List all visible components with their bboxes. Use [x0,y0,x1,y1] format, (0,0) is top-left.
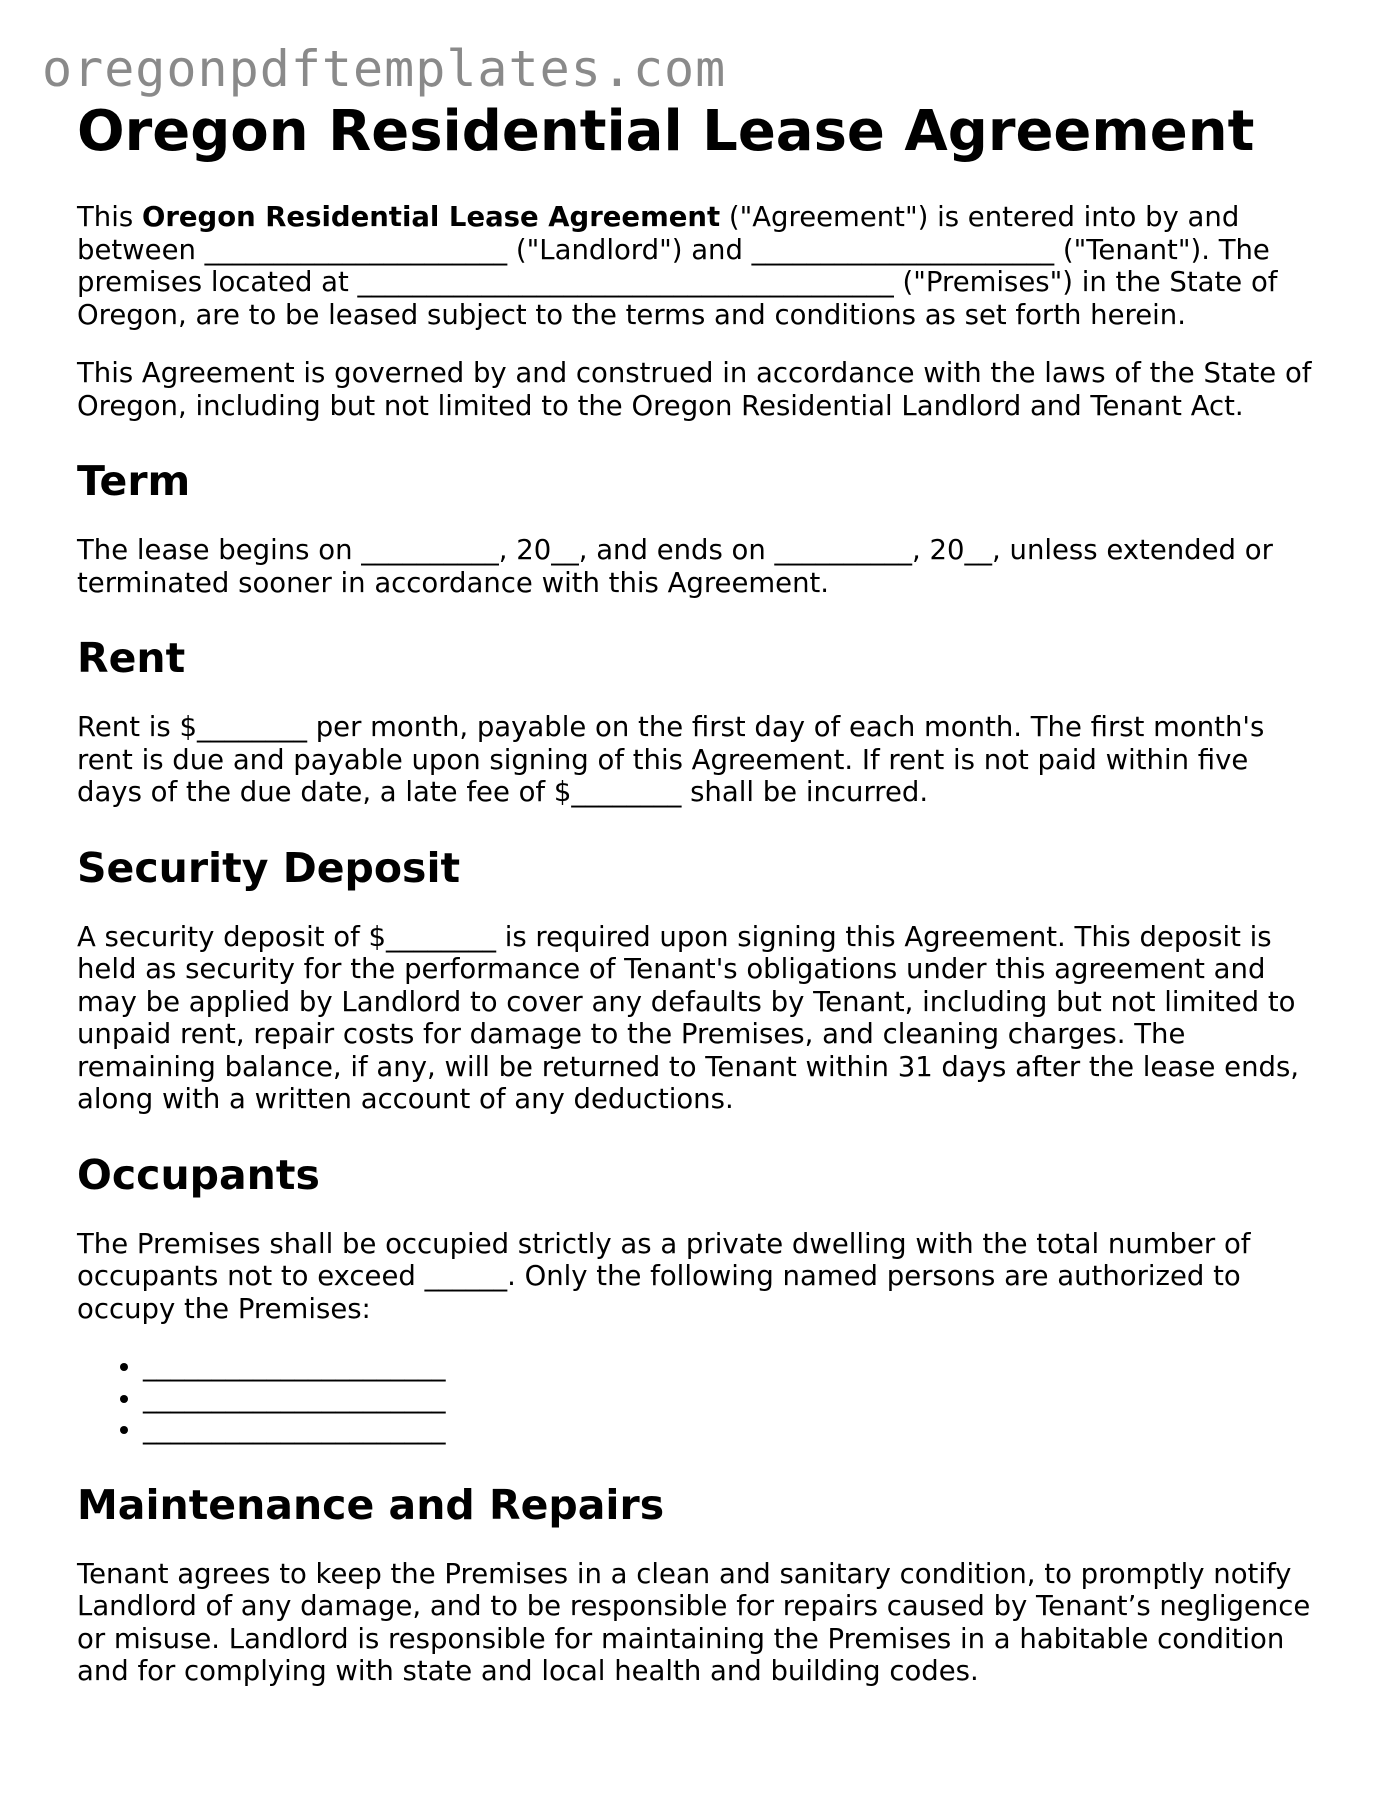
maintenance-paragraph: Tenant agrees to keep the Premises in a clean and sanitary condition, to promptly notify Landlord of any damage, and to be responsible for repairs caused by Tenant’s negligence or misuse. Landlord is responsible for maintaining the Premises in a habitable condition and for complying with state and local health and building codes. [77,1557,1311,1687]
intro-paragraph [77,201,1317,331]
rent-heading: Rent [77,634,186,682]
term-heading: Term [77,457,191,505]
intro-rest: ("Agreement") is entered into by and between ______________________ ("Landlord") and ______________________ ("Tenant"). The premises located at _______________________________________ ("Premises") in the State of Oregon, are to be leased subject to the terms and conditions as set forth herein. [77,201,1278,331]
governing-law-paragraph: This Agreement is governed by and construed in accordance with the laws of the State of Oregon, including but not limited to the Oregon Residential Landlord and Tenant Act. [77,357,1312,422]
maintenance-heading: Maintenance and Repairs [77,1480,665,1529]
occupant-name-blank: • ______________________ [143,1383,1317,1415]
term-paragraph: The lease begins on __________, 20__, and ends on __________, 20__, unless extended or terminated sooner in accordance with this Agreement. [77,534,1273,599]
document-page [77,96,1317,1714]
occupants-heading: Occupants [77,1150,320,1199]
security-deposit-heading: Security Deposit [77,843,461,892]
occupant-list [77,1351,1317,1446]
occupant-name-blank: • ______________________ [143,1351,1317,1383]
occupant-name-blank: • ______________________ [143,1414,1317,1446]
security-deposit-paragraph: A security deposit of $________ is required upon signing this Agreement. This deposit is held as security for the performance of Tenant's obligations under this agreement and may be applied by Landlord to cover any defaults by Tenant, including but not limited to unpaid rent, repair costs for damage to the Premises, and cleaning charges. The remaining balance, if any, will be returned to Tenant within 31 days after the lease ends, along with a written account of any deductions. [77,920,1300,1115]
occupants-paragraph: The Premises shall be occupied strictly as a private dwelling with the total number of occupants not to exceed ______. Only the following named persons are authorized to occupy the Premises: [77,1227,1251,1325]
document-title: Oregon Residential Lease Agreement [77,99,1255,164]
intro-bold-title: Oregon Residential Lease Agreement [141,201,721,233]
watermark: oregonpdftemplates.com [42,40,727,98]
rent-paragraph: Rent is $________ per month, payable on the first day of each month. The first month's rent is due and payable upon signing of this Agreement. If rent is not paid within five days of the due date, a late fee of $________ shall be incurred. [77,711,1265,808]
intro-prefix: This [77,201,142,233]
